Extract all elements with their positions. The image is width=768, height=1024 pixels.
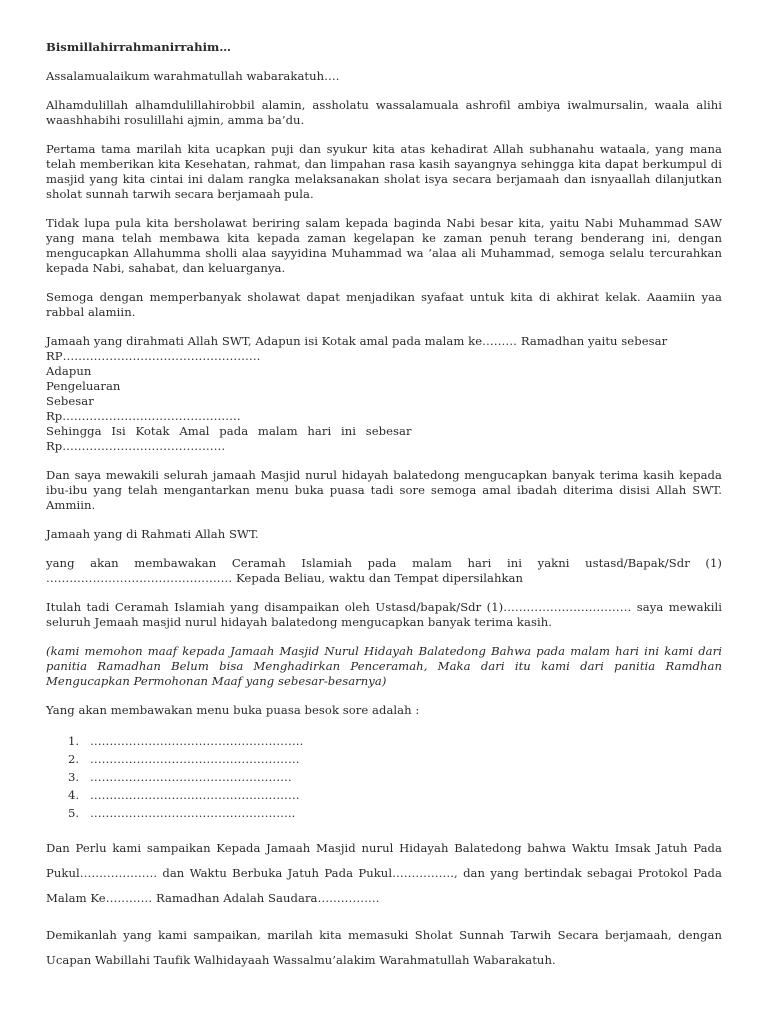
ceramah-paragraph <box>46 556 722 586</box>
menu-list <box>68 732 722 822</box>
list-item-dots: ……………………………………………… <box>90 788 300 802</box>
kotak-amal-rp-dots: RP…………………………………………… <box>46 349 261 363</box>
list-item <box>68 732 722 750</box>
ceramah-line-1: yang akan membawakan Ceramah Islamiah pada malam hari ini yakni ustasd/Bapak/Sdr (1) <box>46 556 722 570</box>
syukur-paragraph: Pertama tama marilah kita ucapkan puji dan syukur kita atas kehadirat Allah subhanahu wataala, yang mana telah memberikan kita Kesehatan, rahmat, dan limpahan rasa kasih sayangnya sehingga kita dapat berkumpul di masjid yang kita cintai ini dalam rangka melaksanakan sholat isya secara berjamaah dan isnyaallah dilanjutkan sholat sunnah tarwih secara berjamaah pula. <box>46 142 722 201</box>
list-item <box>68 750 722 768</box>
list-item <box>68 804 722 822</box>
terima-kasih-paragraph: Dan saya mewakili selurah jamaah Masjid nurul hidayah balatedong mengucapkan banyak terima kasih kepada ibu-ibu yang telah mengantarkan menu buka puasa tadi sore semoga amal ibadah diterima disisi Allah SWT. Ammiin. <box>46 468 722 512</box>
maaf-paragraph: (kami memohon maaf kepada Jamaah Masjid Nurul Hidayah Balatedong Bahwa pada malam hari ini kami dari panitia Ramadhan Belum bisa Menghadirkan Penceramah, Maka dari itu kami dari panitia Ramdhan Mengucapkan Permohonan Maaf yang sebesar-besarnya) <box>46 644 722 688</box>
list-item-number: 2. <box>68 752 80 766</box>
list-item-number: 5. <box>68 806 80 820</box>
kotak-amal-sebesar: Sebesar <box>46 394 94 408</box>
list-item-number: 3. <box>68 770 80 784</box>
hamdalah-paragraph: Alhamdulillah alhamdulillahirobbil alamin, assholatu wassalamuala ashrofil ambiya iwalmursalin, waala alihi waashhabihi rosulillahi ajmin, amma ba’du. <box>46 98 722 127</box>
sholawat-paragraph: Tidak lupa pula kita bersholawat beriring salam kepada baginda Nabi besar kita, yaitu Nabi Muhammad SAW yang mana telah membawa kita kepada zaman kegelapan ke zaman penuh terang benderang ini, dengan mengucapkan Allahumma sholli alaa sayyidina Muhammad wa ‘alaa ali Muhammad, semoga selalu tercurahkan kepada Nabi, sahabat, dan keluarganya. <box>46 216 722 275</box>
list-item-number: 4. <box>68 788 80 802</box>
list-item <box>68 786 722 804</box>
kotak-amal-line-2 <box>46 349 722 409</box>
menu-intro-paragraph: Yang akan membawakan menu buka puasa besok sore adalah : <box>46 703 420 717</box>
ceramah-line-2: ………………………………………… Kepada Beliau, waktu dan Tempat dipersilahkan <box>46 571 524 585</box>
greeting-paragraph: Assalamualaikum warahmatullah wabarakatuh…. <box>46 69 340 83</box>
document-page <box>46 40 722 985</box>
document-title: Bismillahirrahmanirrahim… <box>46 40 232 54</box>
imsak-paragraph: Dan Perlu kami sampaikan Kepada Jamaah Masjid nurul Hidayah Balatedong bahwa Waktu Imsak Jatuh Pada Pukul……………….. dan Waktu Berbuka Jatuh Pada Pukul……………., dan yang bertindak sebagai Protokol Pada Malam Ke………… Ramadhan Adalah Saudara……………. <box>46 841 722 905</box>
kotak-amal-line-4: Rp…………………………………… <box>46 439 226 453</box>
list-item-dots: ……………………………………………. <box>90 770 292 784</box>
syafaat-paragraph: Semoga dengan memperbanyak sholawat dapat menjadikan syafaat untuk kita di akhirat kelak. Aaamiin yaa rabbal alamiin. <box>46 290 722 319</box>
jamaah-paragraph: Jamaah yang di Rahmati Allah SWT. <box>46 527 259 541</box>
list-item <box>68 768 722 786</box>
kotak-amal-line-1: Jamaah yang dirahmati Allah SWT, Adapun isi Kotak amal pada malam ke……… Ramadhan yaitu sebesar <box>46 334 668 348</box>
penutup-paragraph: Demikanlah yang kami sampaikan, marilah kita memasuki Sholat Sunnah Tarwih Secara berjamaah, dengan Ucapan Wabillahi Taufik Walhidayaah Wassalmu’alakim Warahmatullah Wabarakatuh. <box>46 928 722 967</box>
list-item-dots: ……………………………………………… <box>90 752 300 766</box>
list-item-dots: …………………………………………….. <box>90 806 296 820</box>
list-item-number: 1. <box>68 734 80 748</box>
kotak-amal-rp-pengeluaran: Rp………………………………………. <box>46 409 241 423</box>
ceramah-selesai-paragraph: Itulah tadi Ceramah Islamiah yang disampaikan oleh Ustasd/bapak/Sdr (1)…………………………… saya mewakili seluruh Jemaah masjid nurul hidayah balatedong mengucapkan banyak terima kasih. <box>46 600 722 629</box>
kotak-amal-pengeluaran: Pengeluaran <box>46 379 121 393</box>
kotak-amal-line-3 <box>46 409 722 439</box>
kotak-amal-paragraph <box>46 334 722 454</box>
kotak-amal-adapun: Adapun <box>46 364 92 378</box>
kotak-amal-sisa: Sehingga Isi Kotak Amal pada malam hari ini sebesar <box>46 424 412 438</box>
list-item-dots: ………………………………………………. <box>90 734 304 748</box>
